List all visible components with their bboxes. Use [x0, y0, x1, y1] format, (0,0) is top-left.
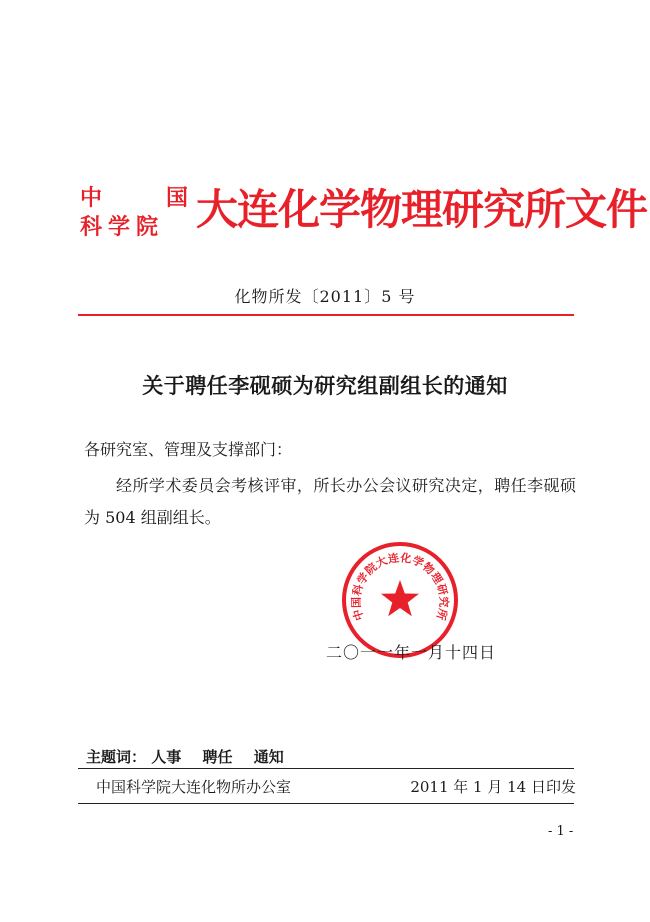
red-divider [78, 314, 574, 316]
org-prefix-line2: 科学院 [80, 215, 165, 240]
seal-star-icon [381, 580, 419, 616]
document-number: 化物所发〔2011〕5 号 [234, 287, 416, 306]
page-number: - 1 - [548, 824, 574, 839]
footer-rule-bottom [78, 803, 574, 804]
keywords-label: 主题词： [86, 748, 147, 766]
salutation: 各研究室、管理及支撑部门： [84, 440, 293, 459]
org-prefix-char-guo: 国 [165, 186, 188, 211]
keyword-item: 通知 [253, 748, 284, 766]
document-header [80, 180, 648, 246]
seal-ring-text: 中国科学院大连化学物理研究所 [349, 551, 451, 622]
notice-body: 经所学术委员会考核评审，所长办公会议研究决定，聘任李砚硕为 504 组副组长。 [84, 476, 576, 527]
org-prefix [80, 184, 198, 242]
org-prefix-char-zhong: 中 [80, 186, 103, 211]
issued-date: 2011 年 1 月 14 日印发 [410, 778, 576, 796]
keyword-item: 聘任 [202, 748, 233, 766]
notice-title: 关于聘任李砚硕为研究组副组长的通知 [142, 373, 508, 398]
issuer-row [96, 776, 576, 797]
footer-rule-top [78, 768, 574, 769]
issue-date: 二〇一一年一月十四日 [326, 643, 497, 662]
keyword-item: 人事 [151, 748, 182, 766]
subject-keywords [86, 746, 300, 767]
issuing-office: 中国科学院大连化物所办公室 [96, 778, 292, 796]
org-title: 大连化学物理研究所文件 [196, 185, 648, 234]
